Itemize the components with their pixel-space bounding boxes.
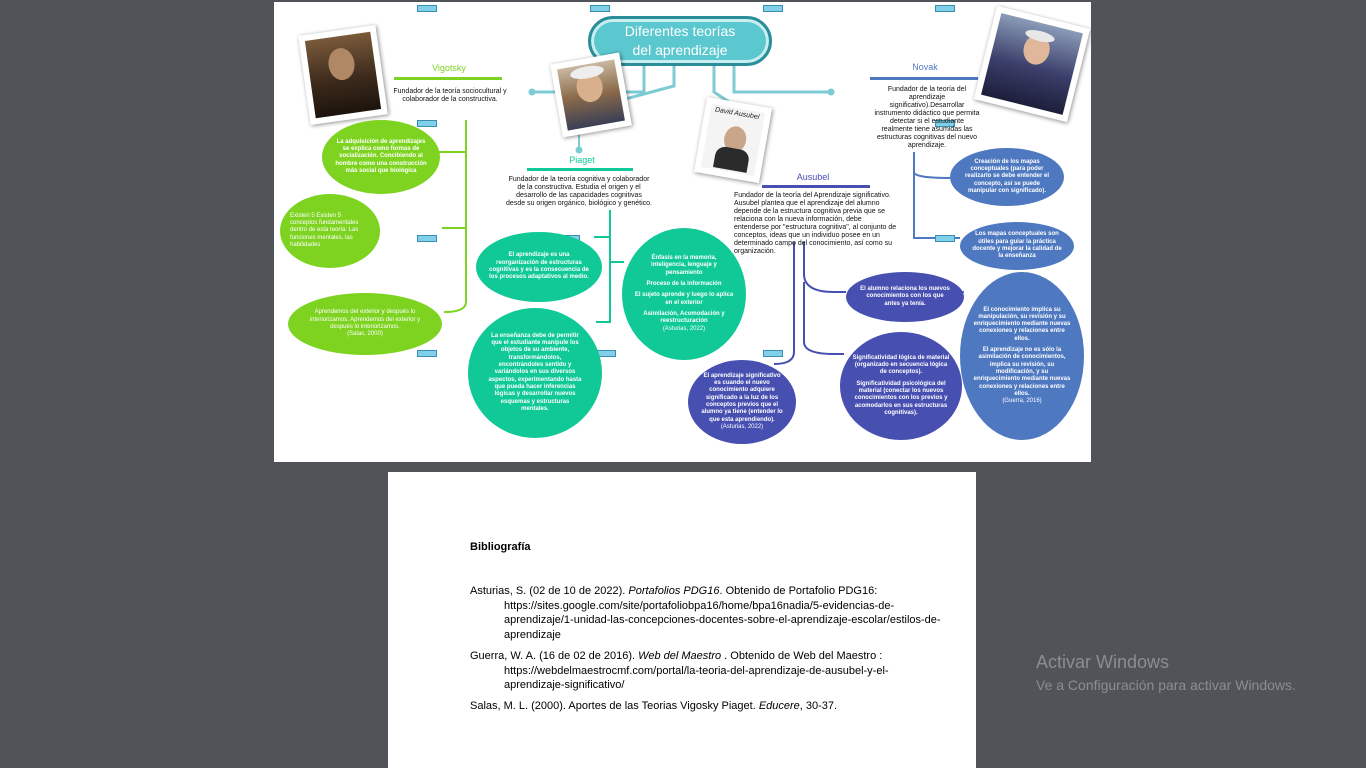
ausubel-photo: [694, 97, 772, 183]
piaget-photo: [550, 52, 632, 137]
mini-tag-icon: [935, 235, 955, 242]
novak-bubble-3-point-2: El aprendizaje no es sólo la asimilación de conocimientos, implica su revisión, su modificación, y su enriquecimiento mediante nuevas conexiones y relaciones entre ellos.: [973, 347, 1071, 397]
vigotsky-bubble-1: [322, 120, 440, 194]
vigotsky-description: Fundador de la teoría sociocultural y colaborador de la constructiva.: [393, 88, 507, 103]
bibliography-entry-text: Guerra, W. A. (16 de 02 de 2016).: [470, 650, 639, 662]
vigotsky-bubble-3-text: Aprendemos del exterior y después lo interiorizamos. Aprendemos del exterior y después lo interiorizamos.: [309, 309, 421, 330]
novak-bubble-2: [960, 222, 1074, 270]
vigotsky-bubble-3: [288, 293, 442, 355]
ausubel-bubble-3: [688, 360, 796, 444]
bibliography-page: [388, 472, 976, 768]
vigotsky-underline: [394, 77, 502, 80]
ausubel-bubble-1: [846, 272, 964, 322]
ausubel-bubble-2-point-1: Significatividad lógica de material (organizado en secuencia lógica de conceptos).: [852, 354, 950, 376]
piaget-underline: [527, 168, 633, 171]
piaget-bubble-3: [622, 228, 746, 360]
mini-tag-icon: [417, 120, 437, 127]
mini-tag-icon: [763, 350, 783, 357]
novak-bubble-1-text: Creación de los mapas conceptuales (para poder realizarlo se debe entender el concepto, así se puede manipular con significado).: [964, 158, 1050, 194]
novak-bubble-3-cite: (Guerra, 2016): [1002, 398, 1042, 405]
mini-tag-icon: [417, 5, 437, 12]
vigotsky-photo: [298, 25, 388, 125]
novak-bubble-1: [950, 148, 1064, 206]
bibliography-entry-text: Asturias, S. (02 de 10 de 2022).: [470, 585, 629, 597]
activate-windows-subtitle: Ve a Configuración para activar Windows.: [1036, 677, 1296, 693]
mini-tag-icon: [590, 5, 610, 12]
novak-name: Novak: [912, 62, 938, 72]
activate-windows-title: Activar Windows: [1036, 652, 1170, 672]
bibliography-entry-source: , 30-37.: [799, 700, 838, 712]
ausubel-underline: [762, 185, 870, 188]
bibliography-entry-title: Educere: [758, 700, 800, 712]
bibliography-entry-title: Portafolios PDG16: [628, 585, 720, 597]
bibliography-entry: [470, 699, 944, 714]
novak-underline: [870, 77, 978, 80]
mini-tag-icon: [935, 5, 955, 12]
bibliography-entry-source: . Obtenido de Web del Maestro : https://webdelmaestrocmf.com/portal/la-teoria-del-aprendizaje-de-ausubel-y-el-aprendizaje-significativo/: [504, 650, 889, 691]
vigotsky-bubble-2: [280, 194, 380, 268]
ausubel-bubble-2: [840, 332, 962, 440]
piaget-bubble-2: [468, 308, 602, 438]
mini-tag-icon: [417, 235, 437, 242]
bibliography-entry-source: . Obtenido de Portafolio PDG16: https://sites.google.com/site/portafoliobpa16/home/bpa16nadia/5-evidencias-de-aprendizaje/1-unidad-las-concepciones-docentes-sobre-el-aprendizaje-escolar/estilos-de-aprendizaje: [504, 585, 941, 641]
piaget-bubble-1-text: El aprendizaje es una reorganización de estructuras cognitivas y es la consecuencia de los procesos adaptativos al medio.: [489, 252, 589, 281]
novak-bubble-2-text: Los mapas conceptuales son útiles para guiar la práctica docente y mejorar la calidad de la enseñanza: [972, 231, 1062, 260]
piaget-bubble-1: [476, 232, 602, 302]
ausubel-bubble-3-text: El aprendizaje significativo es cuando el nuevo conocimiento adquiere significado a la luz de los conceptos previos que el alumno ya tiene (entender lo que esta aprendiendo).: [701, 372, 783, 423]
piaget-bubble-2-text: La enseñanza debe de permitir que el estudiante manipule los objetos de su ambiente, transformándolos, encontrándoles sentido y variándolos en sus diversos aspectos, experimentando hasta que pueda hacer inferencias lógicas y desarrollar nuevos esquemas y estructuras mentales.: [488, 332, 582, 412]
novak-bubble-3-point-1: El conocimiento implica su manipulación, su revisión y su enriquecimiento mediante nuevas conexiones y relaciones entre ellos.: [973, 306, 1071, 342]
piaget-name: Piaget: [569, 155, 595, 165]
piaget-bubble-3-point-3: El sujeto aprende y luego lo aplica en el exterior: [634, 292, 734, 306]
novak-bubble-3: [960, 272, 1084, 440]
vigotsky-name: Vigotsky: [432, 63, 466, 73]
piaget-bubble-3-point-4: Asimilación, Acomodación y reestructuración: [643, 310, 725, 325]
bibliography-entry-title: Web del Maestro: [638, 650, 722, 662]
vigotsky-bubble-1-text: La adquisición de aprendizajes se explica como formas de socialización. Concibiendo al hombre como una construcción más social que biológica: [335, 138, 427, 174]
bibliography-entry: [470, 584, 944, 642]
piaget-bubble-3-cite: (Asturias, 2022): [662, 325, 706, 332]
bibliography-entry: [470, 649, 944, 693]
piaget-bubble-3-point-1: Énfasis en la memoria, inteligencia, lenguaje y pensamiento: [651, 255, 717, 276]
ausubel-bubble-1-text: El alumno relaciona los nuevos conocimientos con los que antes ya tenía.: [860, 286, 950, 307]
bibliography-entry-text: Salas, M. L. (2000). Aportes de las Teorias Vigosky Piaget.: [470, 700, 759, 712]
mini-tag-icon: [763, 5, 783, 12]
mindmap-title-text: Diferentes teorías del aprendizaje: [624, 23, 736, 58]
novak-description: Fundador de la teoría del aprendizaje significativo).Desarrollar instrumento didáctico que permita detectar si el estudiante realmente tiene asumidas las estructuras cognitivas del nuevo aprendizaje.: [874, 86, 980, 149]
mindmap-page: [274, 2, 1091, 462]
vigotsky-bubble-2-text: Existen 5 Existen 5 conceptos fundamentales dentro de esta teoría: Las funciones mentales, las habilidades: [290, 212, 359, 248]
mini-tag-icon: [417, 350, 437, 357]
vigotsky-bubble-3-cite: (Salas, 2000): [347, 331, 383, 338]
ausubel-description: Fundador de la teoría del Aprendizaje significativo. Ausubel plantea que el aprendizaje del alumno depende de la estructura cognitiva previa que se relaciona con la nueva información, debe entenderse por "estructura cognitiva", al conjunto de conceptos, ideas que un individuo posee en un determinado campo del conocimiento, así como su organización.: [734, 192, 897, 255]
ausubel-bubble-3-cite: (Asturias, 2022): [720, 423, 764, 430]
piaget-bubble-3-point-2: Proceso de la información: [646, 281, 722, 288]
ausubel-photo-caption: David Ausubel: [714, 106, 760, 122]
bibliography-heading: Bibliografía: [470, 541, 531, 553]
ausubel-bubble-2-point-2: Significatividad psicológica del material (conectar los nuevos conocimientos con los previos y acomodarlos en sus estructuras cognitivas).: [854, 380, 948, 416]
piaget-description: Fundador de la teoría cognitiva y colaborador de la constructiva. Estudia el origen y el desarrollo de las capacidades cognitivas desde su origen orgánico, biológico y genético.: [506, 176, 652, 207]
ausubel-name: Ausubel: [796, 172, 830, 182]
